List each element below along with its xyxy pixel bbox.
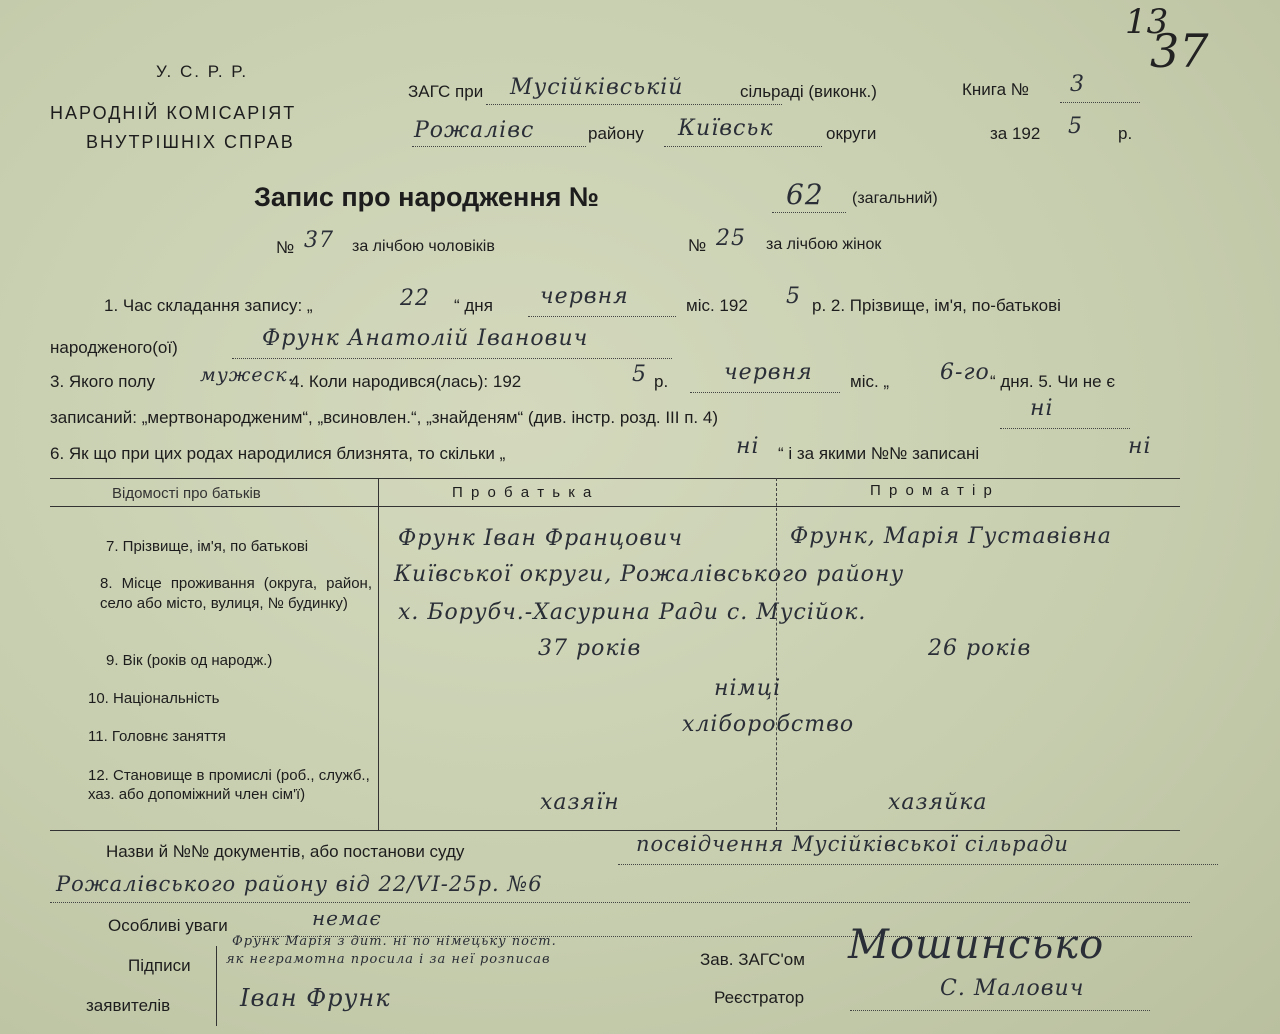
field4-day-handwritten: 6-го xyxy=(940,360,990,385)
row11-handwritten: хліборобство xyxy=(682,712,855,737)
head-signature-handwritten: Мошинсько xyxy=(848,922,1105,968)
field4-label: 4. Коли народився(лась): 192 xyxy=(290,372,522,391)
field1-year-label: р. 2. Прізвище, ім'я, по-батькові xyxy=(812,296,1061,315)
field1-month-label: міс. 192 xyxy=(686,296,748,315)
field2-line2-label: народженого(ої) xyxy=(50,338,178,357)
field4-year-label: р. xyxy=(654,372,669,391)
row7-label: 7. Прізвище, ім'я, по батькові xyxy=(106,538,309,555)
field4-year-handwritten: 5 xyxy=(632,362,647,387)
commissariat-line1: НАРОДНІЙ КОМІСАРІЯТ xyxy=(50,103,297,123)
field3-label: 3. Якого полу xyxy=(50,372,155,391)
raion-handwritten: Рожалівс xyxy=(414,118,535,143)
row12-mother-handwritten: хазяйка xyxy=(888,790,988,815)
field5-label: записаний: „мертвонародженим“, „всиновлен.“, „знайденям“ (див. інстр. розд. III п. 4) xyxy=(50,408,718,427)
row7-father-handwritten: Фрунк Іван Францович xyxy=(398,526,684,551)
field6-numbers-handwritten: ні xyxy=(1128,434,1152,459)
field1-month-line xyxy=(528,316,676,317)
row7-mother-handwritten: Фрунк, Марія Густавівна xyxy=(790,524,1112,549)
col-header-mother: П р о м а т і р xyxy=(870,482,994,499)
zags-place-handwritten: Мусійківській xyxy=(510,75,684,100)
row9-mother-handwritten: 26 років xyxy=(928,636,1032,661)
table-col-divider-2 xyxy=(776,478,777,830)
field6-count-handwritten: ні xyxy=(736,434,760,459)
field4-month-line xyxy=(690,392,840,393)
signer-handwritten-2: як неграмотна просила і за неї розписав xyxy=(226,952,551,967)
field1-day-label: “ дня xyxy=(454,296,493,315)
record-number-handwritten: 62 xyxy=(786,178,824,211)
table-col-divider-1 xyxy=(378,478,379,830)
signatures-bracket xyxy=(216,946,217,1026)
row12-father-handwritten: хазяїн xyxy=(540,790,620,815)
docs-line2 xyxy=(50,902,1190,903)
okruha-label: округи xyxy=(826,124,877,143)
field1-year-handwritten: 5 xyxy=(786,284,801,309)
registrar-handwritten: С. Малович xyxy=(940,976,1085,1001)
head-label: Зав. ЗАГС'ом xyxy=(700,950,805,969)
signer-handwritten-1: Фрунк Марія з дит. ні по німецьку пост. xyxy=(232,934,557,949)
field3-handwritten: мужеск. xyxy=(200,364,295,386)
notes-handwritten: немає xyxy=(312,906,382,930)
year-handwritten: 5 xyxy=(1068,114,1083,139)
docs-line1 xyxy=(618,864,1218,865)
signatures-label-2: заявителів xyxy=(86,996,171,1015)
registrar-label: Реєстратор xyxy=(714,988,805,1007)
record-number-line xyxy=(772,212,846,213)
row9-label: 9. Вік (років од народж.) xyxy=(106,652,273,669)
col-header-info: Відомості про батьків xyxy=(112,485,261,502)
male-label: за лічбою чоловіків xyxy=(352,238,495,255)
male-prefix: № xyxy=(276,238,295,257)
field6-mid-label: “ і за якими №№ записані xyxy=(778,444,980,463)
zags-suffix: сільраді (виконк.) xyxy=(740,82,877,101)
year-suffix: р. xyxy=(1118,124,1133,143)
row8-label: 8. Місце проживання (округа, район, село або місто, вулиця, № будинку) xyxy=(100,575,372,612)
ussr-label: У. С. Р. Р. xyxy=(156,62,249,81)
signatures-label-1: Підписи xyxy=(128,956,191,975)
female-prefix: № xyxy=(688,236,707,255)
year-prefix: за 192 xyxy=(990,124,1041,143)
table-top-border xyxy=(50,478,1180,479)
row9-father-handwritten: 37 років xyxy=(538,636,642,661)
book-number-line xyxy=(1060,102,1140,103)
row8-handwritten-line1: Київської округи, Рожалівського району xyxy=(394,562,905,587)
book-label: Книга № xyxy=(962,80,1030,99)
row12-label: 12. Становище в промислі (роб., служб., хаз. або допоміжний член сім'ї) xyxy=(88,767,370,803)
field2-name-line xyxy=(232,358,672,359)
okruha-line xyxy=(664,146,822,147)
row10-label: 10. Національність xyxy=(88,690,220,707)
zags-prefix: ЗАГС при xyxy=(408,82,484,101)
row8-handwritten-line2: х. Борубч.-Хасурина Ради с. Мусійок. xyxy=(398,600,867,625)
field6-label: 6. Як що при цих родах народилися близнята, то скільки „ xyxy=(50,444,506,463)
registrar-line xyxy=(850,1010,1150,1011)
book-number-handwritten: 3 xyxy=(1070,72,1085,97)
field1-month-handwritten: червня xyxy=(540,284,629,309)
docs-handwritten-line2: Рожалівського району від 22/VI-25р. №6 xyxy=(56,872,543,896)
row10-handwritten: німці xyxy=(714,676,782,701)
notes-label: Особливі уваги xyxy=(108,916,228,935)
field1-label: 1. Час складання запису: „ xyxy=(104,296,313,315)
field2-name-handwritten: Фрунк Анатолій Іванович xyxy=(262,326,589,351)
okruha-handwritten: Київськ xyxy=(678,116,774,141)
female-number-handwritten: 25 xyxy=(716,226,746,251)
field1-day-handwritten: 22 xyxy=(400,286,430,311)
corner-number-top: 13 xyxy=(1125,2,1169,42)
corner-number-bottom: 37 xyxy=(1150,24,1209,78)
field4-day-label: “ дня. 5. Чи не є xyxy=(990,372,1116,391)
male-number-handwritten: 37 xyxy=(304,228,334,253)
docs-handwritten-line1: посвідчення Мусійківської сільради xyxy=(636,832,1069,856)
commissariat-line2: ВНУТРІШНІХ СПРАВ xyxy=(86,132,295,152)
table-bottom-border xyxy=(50,830,1180,831)
raion-label: району xyxy=(588,124,644,143)
field4-month-label: міс. „ xyxy=(850,372,890,391)
signer-handwritten-3: Іван Фрунк xyxy=(240,984,391,1012)
field5-handwritten: ні xyxy=(1030,396,1054,421)
record-title: Запис про народження № xyxy=(254,182,600,212)
field5-line xyxy=(1000,428,1130,429)
docs-label: Назви й №№ документів, або постанови суду xyxy=(106,842,465,861)
female-label: за лічбою жінок xyxy=(766,236,882,253)
col-header-father: П р о б а т ь к а xyxy=(452,484,594,501)
raion-line xyxy=(412,146,586,147)
row11-label: 11. Головнє заняття xyxy=(88,728,226,745)
zags-place-line xyxy=(486,104,782,105)
general-label: (загальний) xyxy=(852,190,938,207)
field4-month-handwritten: червня xyxy=(724,360,813,385)
table-header-border xyxy=(50,506,1180,507)
